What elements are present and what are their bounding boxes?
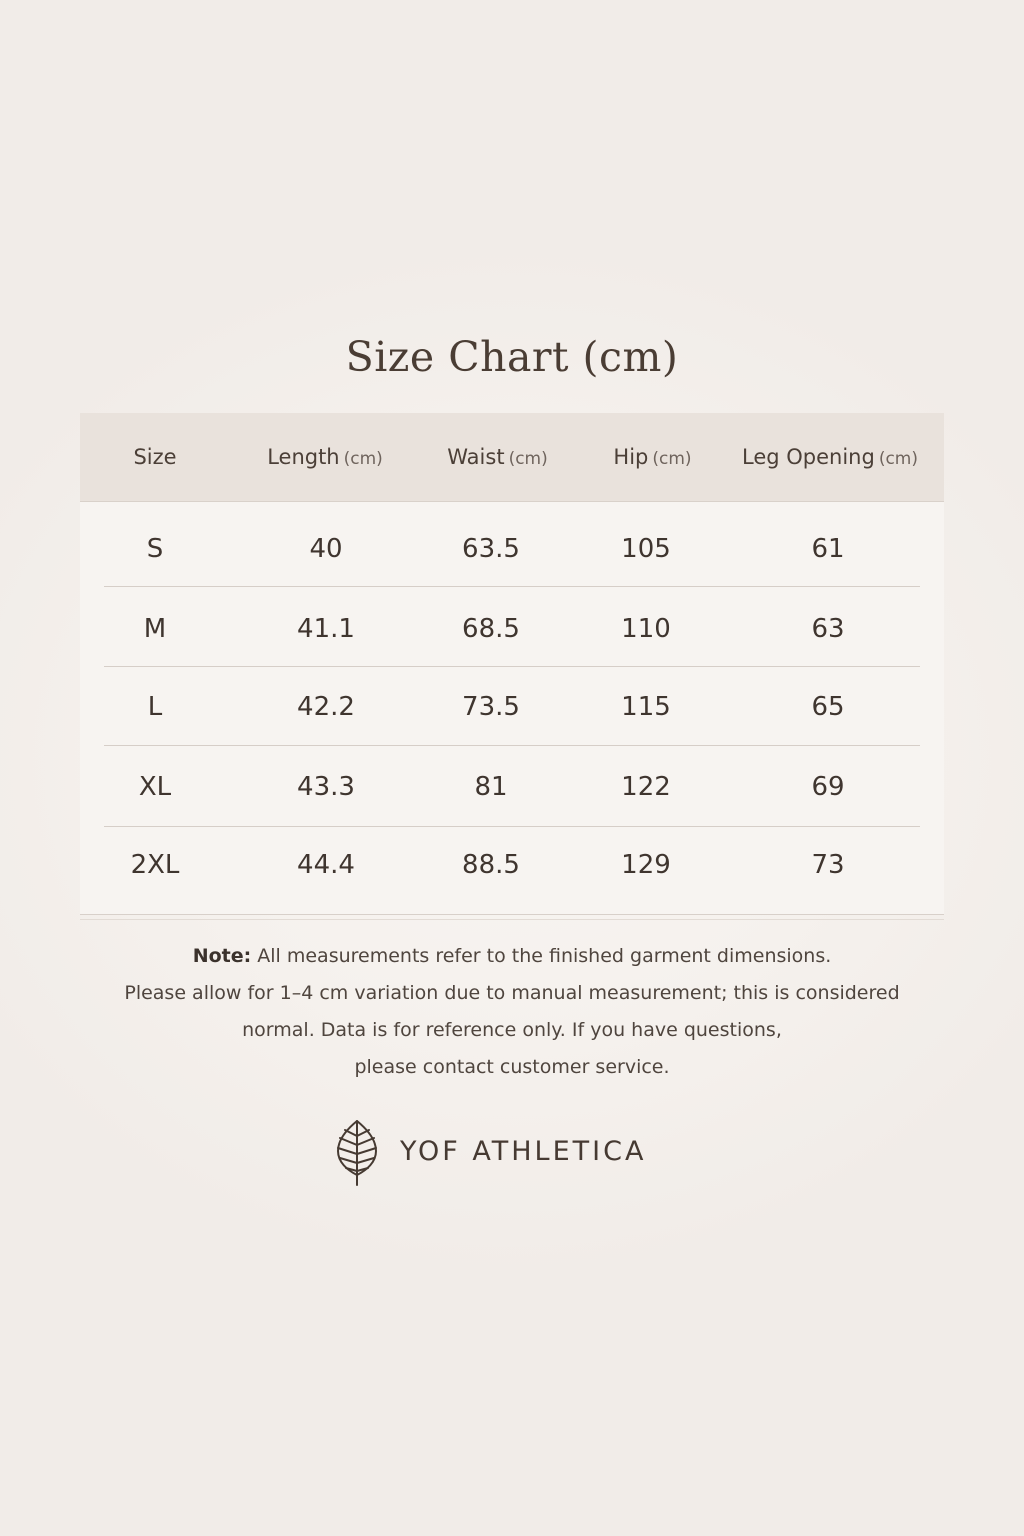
header-unit: (cm): [878, 449, 918, 469]
header-length: [230, 413, 420, 501]
cell-hip: 115: [621, 692, 671, 722]
header-waist: [405, 413, 590, 501]
header-hip: [580, 413, 725, 501]
table-header: [80, 413, 944, 502]
cell-waist: 73.5: [462, 692, 520, 722]
note-line-2: Please allow for 1–4 cm variation due to manual measurement; this is considered: [124, 982, 900, 1004]
cell-length: 41.1: [297, 614, 355, 644]
cell-waist: 81: [474, 772, 508, 802]
page-title: Size Chart (cm): [345, 333, 679, 381]
header-size: [80, 413, 230, 501]
note-line-3: normal. Data is for reference only. If you have questions,: [242, 1019, 782, 1041]
cell-length: 44.4: [297, 850, 355, 880]
measurement-note: [40, 938, 984, 1086]
cell-leg-opening: 73: [811, 850, 845, 880]
cell-length: 42.2: [297, 692, 355, 722]
size-chart-table: [80, 413, 944, 915]
header-label: Length: [267, 445, 340, 469]
cell-hip: 129: [621, 850, 671, 880]
table-row: [80, 587, 944, 667]
cell-waist: 68.5: [462, 614, 520, 644]
cell-hip: 105: [621, 534, 671, 564]
header-unit: (cm): [508, 449, 548, 469]
table-row: [80, 501, 944, 587]
table-row: [80, 746, 944, 827]
header-unit: (cm): [652, 449, 692, 469]
cell-size: S: [146, 534, 164, 564]
note-line-1: [40, 938, 984, 975]
cell-leg-opening: 63: [811, 614, 845, 644]
header-leg-opening: [725, 413, 935, 501]
brand-lockup: [334, 1118, 694, 1188]
header-unit: (cm): [343, 449, 383, 469]
note-text: All measurements refer to the finished garment dimensions.: [251, 945, 832, 967]
header-label: Hip: [613, 445, 649, 469]
cell-size: XL: [138, 772, 172, 802]
table-bottom-rule: [80, 914, 944, 915]
header-label: Waist: [447, 445, 505, 469]
cell-leg-opening: 61: [811, 534, 845, 564]
header-label: Size: [133, 445, 177, 469]
table-bottom-rule-secondary: [80, 919, 944, 920]
cell-size: L: [147, 692, 163, 722]
note-label: Note:: [192, 945, 252, 967]
cell-length: 40: [309, 534, 343, 564]
table-row: [80, 667, 944, 746]
cell-size: M: [143, 614, 167, 644]
cell-waist: 88.5: [462, 850, 520, 880]
header-label: Leg Opening: [742, 445, 875, 469]
cell-hip: 122: [621, 772, 671, 802]
cell-length: 43.3: [297, 772, 355, 802]
cell-size: 2XL: [130, 850, 180, 880]
leaf-logo-icon: [334, 1118, 380, 1186]
table-row: [80, 827, 944, 915]
note-line-4: please contact customer service.: [354, 1056, 670, 1078]
cell-leg-opening: 65: [811, 692, 845, 722]
cell-waist: 63.5: [462, 534, 520, 564]
cell-hip: 110: [621, 614, 671, 644]
brand-name: YOF ATHLETICA: [400, 1136, 647, 1167]
cell-leg-opening: 69: [811, 772, 845, 802]
